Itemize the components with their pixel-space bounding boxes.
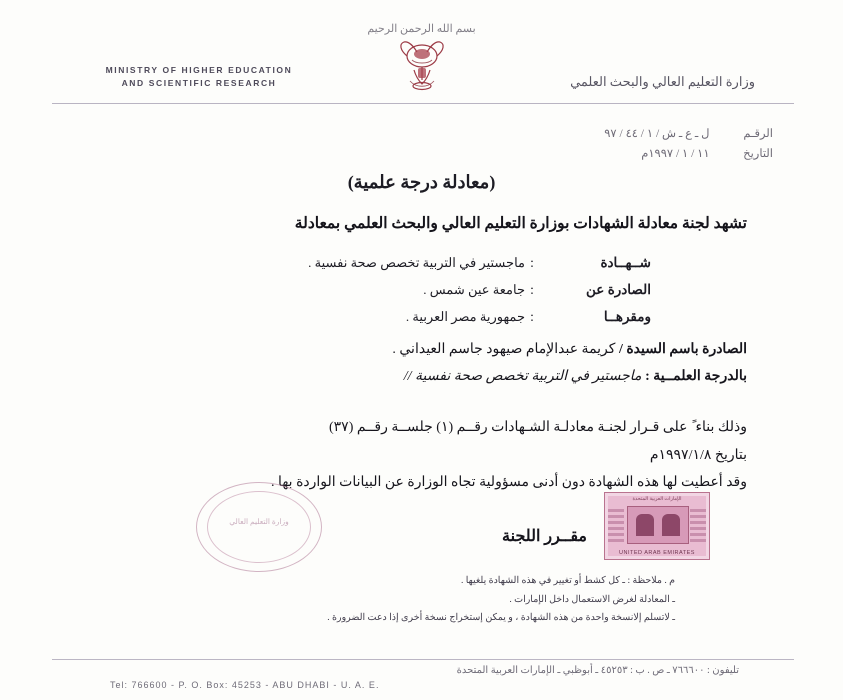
field-row [60,303,651,330]
ministry-name-english [84,64,314,90]
reference-number-label: الرقـم [743,128,773,140]
academic-degree-label: بالدرجة العلمــية : [641,369,747,385]
holder-details [60,336,783,391]
holder-name-value: كريمة عبدالإمام صيهود جاسم العيداني . [392,341,616,357]
reference-date-row [604,144,773,164]
reference-date-label: التاريخ [743,148,773,161]
notes-block [275,572,675,628]
basmala-text: بسم الله الرحمن الرحيم [367,23,476,35]
seal-text: وزارة التعليم العالي [229,517,289,526]
note-line: ـ المعادلة لغرض الاستعمال داخل الإمارات . [509,594,675,605]
footer-contact-arabic: تليفون : ٧٦٦٦٠٠ ـ ص . ب : ٤٥٢٥٣ ـ أبوظبي ـ الإمارات العربية المتحدة [456,665,739,676]
academic-degree-row [60,363,747,390]
intro-paragraph: تشهد لجنة معادلة الشهادات بوزارة التعليم العالي والبحث العلمي بمعادلة [294,215,747,232]
field-row [60,249,651,276]
field-label: شــهــادة [600,254,651,270]
reference-block [604,124,773,164]
field-colon: : [530,281,534,297]
stamp-right-pattern [690,509,706,543]
signature-title: مقــرر اللجنة [502,528,587,546]
footer-contact-english: Tel: 766600 - P. O. Box: 45253 - ABU DHABI - U. A. E. [110,680,380,690]
official-round-seal [196,482,322,572]
field-label: ومقرهــا [603,308,651,324]
field-colon: : [530,254,534,270]
stamp-left-pattern [608,509,624,543]
seal-inner-ring [207,491,311,563]
holder-name-row [60,336,747,363]
revenue-stamp [604,492,710,560]
ministry-name-arabic: وزارة التعليم العالي والبحث العلمي [570,74,755,89]
stamp-top-text: الإمارات العربية المتحدة [632,497,682,502]
note-line: م . ملاحظة : ـ كل كشط أو تغيير في هذه الشهادة يلغيها . [460,576,675,586]
stamp-bottom-text: UNITED ARAB EMIRATES [619,550,695,556]
ministry-en-line-1: MINISTRY OF HIGHER EDUCATION [105,65,293,75]
field-value: ماجستير في التربية تخصص صحة نفسية . [308,254,525,270]
uae-falcon-emblem-icon [396,36,448,92]
field-row [60,276,651,303]
reference-date-value: ١١ / ١ / ١٩٩٧م [641,148,710,161]
field-value: جامعة عين شمس . [423,281,525,297]
decision-line-1: وذلك بناء ً على قـرار لجنـة معادلـة الشـهادات رقــم (١) جلســة رقــم (٣٧) [328,420,747,436]
field-value: جمهورية مصر العربية . [405,308,525,324]
ministry-en-line-2: AND SCIENTIFIC RESEARCH [121,78,277,89]
field-label: الصادرة عن [586,281,651,297]
field-colon: : [530,308,534,324]
reference-number-value: ل ـ ع ـ ش / ١ / ٤٤ / ٩٧ [604,128,710,140]
page-title: (معادلة درجة علمية) [347,172,496,192]
decision-paragraph [60,414,783,496]
decision-line-2: بتاريخ ١٩٩٧/١/٨م [649,447,747,463]
academic-degree-value: ماجستير في التربية تخصص صحة نفسية // [403,369,642,385]
footer-divider [52,659,794,660]
note-line: ـ لاتسلم إلانسخة واحدة من هذه الشهادة ، و يمكن إستخراج نسخة أخرى إذا دعت الضرورة . [327,613,675,624]
header-divider [52,103,794,104]
fields-list [60,249,783,330]
stamp-emblem-icon [627,506,689,544]
decision-line-3: وقد أعطيت لها هذه الشهادة دون أدنى مسؤولية تجاه الوزارة عن البيانات الواردة بها . [270,474,747,490]
reference-number-row [604,124,773,144]
holder-name-label: الصادرة باسم السيدة / [615,341,747,357]
